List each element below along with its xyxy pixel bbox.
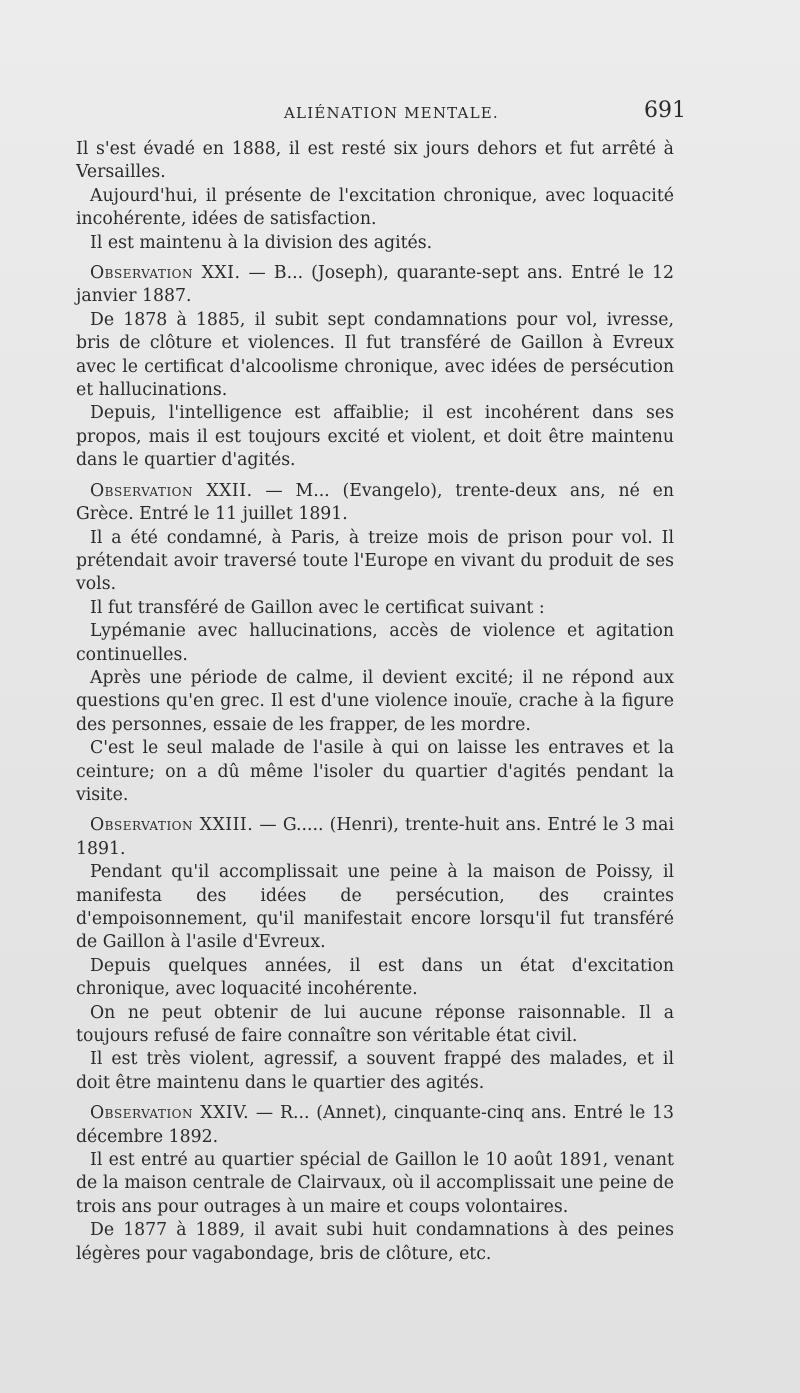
paragraph: Il a été condamné, à Paris, à treize mois de prison pour vol. Il prétendait avoir traversé toute l'Europe en vivant du produit de ses vols.	[76, 527, 674, 595]
observation-label: Observation XXI.	[90, 263, 241, 284]
paragraph: Aujourd'hui, il présente de l'excitation chronique, avec loquacité incohérente, idées de satisfaction.	[76, 185, 674, 230]
paragraph: Depuis quelques années, il est dans un état d'excitation chronique, avec loquacité incohérente.	[76, 955, 674, 1000]
paragraph: Il est très violent, agressif, a souvent frappé des malades, et il doit être maintenu dans le quartier des agités.	[76, 1049, 674, 1093]
observation-heading	[76, 480, 674, 527]
observation-text: — G..... (Henri), trente-huit ans. Entré le 3 mai 1891.	[76, 815, 674, 859]
observation-text: — M... (Evangelo), trente-deux ans, né en Grèce. Entré le 11 juillet 1891.	[76, 480, 674, 525]
paragraph: Lypémanie avec hallucinations, accès de violence et agitation continuelles.	[76, 621, 674, 665]
paragraph: Il est maintenu à la division des agités.	[90, 232, 433, 253]
paragraph: C'est le seul malade de l'asile à qui on laisse les entraves et la ceinture; on a dû même l'isoler du quartier d'agités pendant la visite.	[76, 738, 674, 805]
observation-label: Observation XXIV.	[90, 1103, 250, 1124]
observation-text: — R... (Annet), cinquante-cinq ans. Entré le 13 décembre 1892.	[76, 1103, 674, 1147]
paragraph: Il s'est évadé en 1888, il est resté six jours dehors et fut arrêté à Versailles.	[76, 139, 674, 183]
page-header	[76, 100, 686, 130]
paragraph: De 1878 à 1885, il subit sept condamnations pour vol, ivresse, bris de clôture et violences. Il fut transféré de Gaillon à Evreux avec le certificat d'alcoolisme chronique, avec idées de persécution et hallucinations.	[76, 309, 674, 401]
paragraph: Depuis, l'intelligence est affaiblie; il est incohérent dans ses propos, mais il est toujours excité et violent, et doit être maintenu dans le quartier d'agités.	[76, 403, 674, 471]
observation-heading	[76, 262, 674, 309]
observation-label: Observation XXIII.	[90, 815, 254, 836]
running-title: ALIÉNATION MENTALE.	[284, 104, 499, 122]
paragraph: Il fut transféré de Gaillon avec le certificat suivant :	[90, 597, 545, 618]
observation-label: Observation XXII.	[90, 480, 253, 501]
observation-text: — B... (Joseph), quarante-sept ans. Entré le 12 janvier 1887.	[76, 263, 674, 307]
paragraph: Après une période de calme, il devient excité; il ne répond aux questions qu'en grec. Il est d'une violence inouïe, crache à la figure des personnes, essaie de les frapper, de les mordre.	[76, 667, 674, 735]
page-number: 691	[644, 98, 686, 123]
observation-heading	[76, 814, 674, 861]
paragraph: De 1877 à 1889, il avait subi huit condamnations à des peines légères pour vagabondage, bris de clôture, etc.	[76, 1220, 674, 1264]
paragraph: On ne peut obtenir de lui aucune réponse raisonnable. Il a toujours refusé de faire connaître son véritable état civil.	[76, 1002, 674, 1047]
paragraph: Pendant qu'il accomplissait une peine à la maison de Poissy, il manifesta des idées de persécution, des craintes d'empoisonnement, qu'il manifestait encore lorsqu'il fut transféré de Gaillon à l'asile d'Evreux.	[76, 862, 674, 953]
observation-heading	[76, 1102, 674, 1149]
page-body	[76, 138, 674, 1266]
paragraph: Il est entré au quartier spécial de Gaillon le 10 août 1891, venant de la maison centrale de Clairvaux, où il accomplissait une peine de trois ans pour outrages à un maire et coups volontaires.	[76, 1150, 674, 1217]
